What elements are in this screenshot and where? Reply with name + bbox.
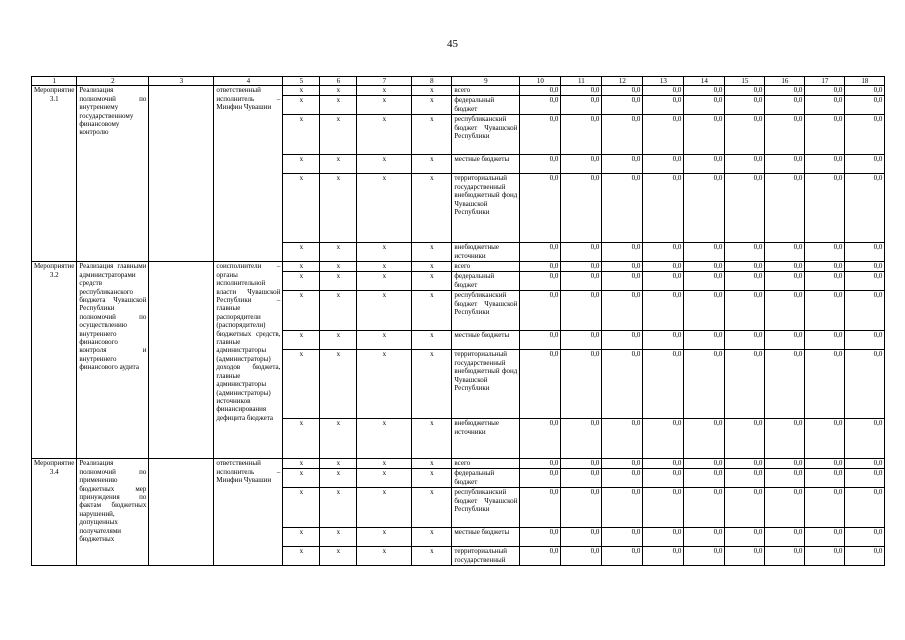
funding-source: местные бюджеты — [452, 155, 520, 174]
amount-value: 0,0 — [602, 291, 643, 331]
code-mark: х — [320, 174, 357, 243]
column-number: 14 — [684, 77, 725, 86]
amount-value: 0,0 — [725, 243, 765, 262]
code-mark: х — [357, 115, 412, 155]
code-mark: х — [357, 547, 412, 566]
amount-value: 0,0 — [684, 331, 725, 350]
column-number: 13 — [643, 77, 684, 86]
amount-value: 0,0 — [602, 272, 643, 291]
amount-value: 0,0 — [684, 488, 725, 528]
code-mark: х — [357, 459, 412, 469]
amount-value: 0,0 — [725, 469, 765, 488]
amount-value: 0,0 — [561, 547, 602, 566]
code-mark: х — [357, 86, 412, 96]
code-mark: х — [320, 272, 357, 291]
code-mark: х — [357, 488, 412, 528]
code-mark: х — [320, 331, 357, 350]
code-mark: х — [412, 86, 452, 96]
code-mark: х — [412, 174, 452, 243]
amount-value: 0,0 — [561, 262, 602, 272]
amount-value: 0,0 — [561, 459, 602, 469]
column-number: 15 — [725, 77, 765, 86]
amount-value: 0,0 — [765, 272, 805, 291]
funding-source: местные бюджеты — [452, 528, 520, 547]
amount-value: 0,0 — [765, 469, 805, 488]
code-mark: х — [412, 272, 452, 291]
amount-value: 0,0 — [805, 331, 845, 350]
amount-value: 0,0 — [725, 547, 765, 566]
amount-value: 0,0 — [765, 291, 805, 331]
amount-value: 0,0 — [561, 243, 602, 262]
amount-value: 0,0 — [805, 547, 845, 566]
amount-value: 0,0 — [684, 174, 725, 243]
amount-value: 0,0 — [643, 155, 684, 174]
code-mark: х — [320, 115, 357, 155]
code-mark: х — [412, 459, 452, 469]
funding-source: внебюджетные источники — [452, 243, 520, 262]
code-mark: х — [320, 528, 357, 547]
column-number: 8 — [412, 77, 452, 86]
amount-value: 0,0 — [520, 350, 561, 419]
amount-value: 0,0 — [520, 547, 561, 566]
amount-value: 0,0 — [602, 155, 643, 174]
amount-value: 0,0 — [684, 86, 725, 96]
code-mark: х — [320, 350, 357, 419]
amount-value: 0,0 — [520, 174, 561, 243]
funding-source: внебюджетные источники — [452, 419, 520, 459]
amount-value: 0,0 — [561, 331, 602, 350]
amount-value: 0,0 — [805, 174, 845, 243]
amount-value: 0,0 — [805, 272, 845, 291]
code-mark: х — [412, 331, 452, 350]
amount-value: 0,0 — [643, 86, 684, 96]
amount-value: 0,0 — [643, 547, 684, 566]
funding-source: территориальный государственный внебюджетный фонд Чувашской Республики — [452, 174, 520, 243]
amount-value: 0,0 — [561, 350, 602, 419]
amount-value: 0,0 — [602, 547, 643, 566]
amount-value: 0,0 — [765, 419, 805, 459]
amount-value: 0,0 — [805, 291, 845, 331]
amount-value: 0,0 — [805, 419, 845, 459]
amount-value: 0,0 — [520, 291, 561, 331]
amount-value: 0,0 — [805, 86, 845, 96]
code-mark: х — [283, 350, 320, 419]
amount-value: 0,0 — [602, 86, 643, 96]
amount-value: 0,0 — [725, 174, 765, 243]
header-row — [32, 77, 885, 86]
code-mark: х — [357, 262, 412, 272]
amount-value: 0,0 — [561, 528, 602, 547]
empty-cell — [149, 459, 214, 566]
amount-value: 0,0 — [725, 528, 765, 547]
code-mark: х — [357, 291, 412, 331]
amount-value: 0,0 — [845, 488, 885, 528]
code-mark: х — [357, 272, 412, 291]
funding-source: федеральный бюджет — [452, 96, 520, 115]
amount-value: 0,0 — [520, 331, 561, 350]
amount-value: 0,0 — [684, 547, 725, 566]
amount-value: 0,0 — [520, 272, 561, 291]
amount-value: 0,0 — [845, 174, 885, 243]
code-mark: х — [357, 331, 412, 350]
executor: ответственный исполнитель – Минфин Чувашии — [214, 86, 283, 262]
amount-value: 0,0 — [684, 262, 725, 272]
amount-value: 0,0 — [765, 528, 805, 547]
code-mark: х — [320, 469, 357, 488]
column-number: 5 — [283, 77, 320, 86]
amount-value: 0,0 — [765, 86, 805, 96]
amount-value: 0,0 — [561, 469, 602, 488]
amount-value: 0,0 — [602, 115, 643, 155]
code-mark: х — [412, 115, 452, 155]
code-mark: х — [283, 115, 320, 155]
funding-source: территориальный государственный внебюджетный фонд Чувашской Республики — [452, 350, 520, 419]
amount-value: 0,0 — [602, 469, 643, 488]
amount-value: 0,0 — [845, 291, 885, 331]
amount-value: 0,0 — [643, 243, 684, 262]
code-mark: х — [283, 469, 320, 488]
amount-value: 0,0 — [561, 291, 602, 331]
code-mark: х — [283, 291, 320, 331]
column-number: 9 — [452, 77, 520, 86]
executor: ответственный исполнитель – Минфин Чувашии — [214, 459, 283, 566]
code-mark: х — [412, 488, 452, 528]
code-mark: х — [357, 243, 412, 262]
amount-value: 0,0 — [765, 262, 805, 272]
code-mark: х — [320, 243, 357, 262]
amount-value: 0,0 — [602, 174, 643, 243]
amount-value: 0,0 — [602, 262, 643, 272]
amount-value: 0,0 — [602, 96, 643, 115]
table-row — [32, 459, 885, 469]
amount-value: 0,0 — [725, 331, 765, 350]
column-number: 18 — [845, 77, 885, 86]
amount-value: 0,0 — [684, 96, 725, 115]
empty-cell — [149, 86, 214, 262]
amount-value: 0,0 — [643, 469, 684, 488]
amount-value: 0,0 — [643, 331, 684, 350]
code-mark: х — [412, 291, 452, 331]
amount-value: 0,0 — [845, 96, 885, 115]
amount-value: 0,0 — [845, 155, 885, 174]
amount-value: 0,0 — [765, 243, 805, 262]
amount-value: 0,0 — [725, 262, 765, 272]
amount-value: 0,0 — [845, 86, 885, 96]
column-number: 4 — [214, 77, 283, 86]
amount-value: 0,0 — [845, 243, 885, 262]
amount-value: 0,0 — [520, 115, 561, 155]
code-mark: х — [283, 96, 320, 115]
code-mark: х — [320, 86, 357, 96]
amount-value: 0,0 — [561, 155, 602, 174]
amount-value: 0,0 — [561, 96, 602, 115]
amount-value: 0,0 — [602, 528, 643, 547]
funding-source: всего — [452, 459, 520, 469]
measure-code: Мероприятие 3.1 — [32, 86, 77, 262]
amount-value: 0,0 — [805, 469, 845, 488]
amount-value: 0,0 — [643, 350, 684, 419]
amount-value: 0,0 — [765, 459, 805, 469]
code-mark: х — [357, 155, 412, 174]
amount-value: 0,0 — [845, 528, 885, 547]
amount-value: 0,0 — [602, 419, 643, 459]
amount-value: 0,0 — [561, 272, 602, 291]
page-number: 45 — [447, 38, 458, 50]
amount-value: 0,0 — [602, 459, 643, 469]
code-mark: х — [412, 262, 452, 272]
code-mark: х — [320, 459, 357, 469]
funding-source: федеральный бюджет — [452, 272, 520, 291]
column-number: 17 — [805, 77, 845, 86]
amount-value: 0,0 — [643, 115, 684, 155]
amount-value: 0,0 — [684, 528, 725, 547]
column-number: 6 — [320, 77, 357, 86]
amount-value: 0,0 — [520, 528, 561, 547]
amount-value: 0,0 — [684, 243, 725, 262]
amount-value: 0,0 — [643, 272, 684, 291]
amount-value: 0,0 — [684, 272, 725, 291]
amount-value: 0,0 — [684, 350, 725, 419]
funding-source: всего — [452, 262, 520, 272]
funding-source: федеральный бюджет — [452, 469, 520, 488]
amount-value: 0,0 — [520, 155, 561, 174]
code-mark: х — [283, 547, 320, 566]
amount-value: 0,0 — [805, 350, 845, 419]
amount-value: 0,0 — [725, 419, 765, 459]
amount-value: 0,0 — [520, 419, 561, 459]
amount-value: 0,0 — [684, 155, 725, 174]
amount-value: 0,0 — [520, 243, 561, 262]
code-mark: х — [320, 291, 357, 331]
funding-source: территориальный государственный — [452, 547, 520, 566]
code-mark: х — [357, 350, 412, 419]
measure-name: Реализация главными администраторами средств республиканского бюджета Чувашской Республики полномочий по осуществлению внутреннего финансового контроля и внутреннего финансового аудита — [77, 262, 149, 459]
amount-value: 0,0 — [765, 488, 805, 528]
amount-value: 0,0 — [805, 243, 845, 262]
amount-value: 0,0 — [845, 115, 885, 155]
code-mark: х — [283, 86, 320, 96]
code-mark: х — [412, 243, 452, 262]
amount-value: 0,0 — [561, 174, 602, 243]
amount-value: 0,0 — [805, 155, 845, 174]
column-number: 10 — [520, 77, 561, 86]
funding-source: местные бюджеты — [452, 331, 520, 350]
amount-value: 0,0 — [845, 459, 885, 469]
code-mark: х — [357, 174, 412, 243]
table-row — [32, 262, 885, 272]
code-mark: х — [283, 262, 320, 272]
amount-value: 0,0 — [643, 291, 684, 331]
amount-value: 0,0 — [725, 488, 765, 528]
code-mark: х — [320, 547, 357, 566]
amount-value: 0,0 — [602, 488, 643, 528]
column-number: 7 — [357, 77, 412, 86]
measure-code: Мероприятие 3.4 — [32, 459, 77, 566]
amount-value: 0,0 — [602, 331, 643, 350]
code-mark: х — [283, 419, 320, 459]
funding-source: республиканский бюджет Чувашской Республики — [452, 115, 520, 155]
amount-value: 0,0 — [805, 488, 845, 528]
amount-value: 0,0 — [725, 115, 765, 155]
amount-value: 0,0 — [643, 419, 684, 459]
amount-value: 0,0 — [684, 419, 725, 459]
code-mark: х — [283, 155, 320, 174]
code-mark: х — [320, 419, 357, 459]
amount-value: 0,0 — [765, 96, 805, 115]
code-mark: х — [283, 459, 320, 469]
code-mark: х — [412, 96, 452, 115]
amount-value: 0,0 — [845, 350, 885, 419]
amount-value: 0,0 — [684, 469, 725, 488]
amount-value: 0,0 — [765, 155, 805, 174]
code-mark: х — [283, 528, 320, 547]
amount-value: 0,0 — [805, 459, 845, 469]
amount-value: 0,0 — [765, 174, 805, 243]
amount-value: 0,0 — [845, 262, 885, 272]
funding-source: всего — [452, 86, 520, 96]
code-mark: х — [283, 243, 320, 262]
code-mark: х — [320, 488, 357, 528]
amount-value: 0,0 — [725, 291, 765, 331]
code-mark: х — [283, 488, 320, 528]
amount-value: 0,0 — [725, 86, 765, 96]
amount-value: 0,0 — [765, 547, 805, 566]
amount-value: 0,0 — [643, 488, 684, 528]
code-mark: х — [412, 419, 452, 459]
column-number: 16 — [765, 77, 805, 86]
code-mark: х — [357, 528, 412, 547]
column-number: 2 — [77, 77, 149, 86]
code-mark: х — [412, 469, 452, 488]
amount-value: 0,0 — [643, 96, 684, 115]
code-mark: х — [412, 547, 452, 566]
code-mark: х — [412, 528, 452, 547]
amount-value: 0,0 — [845, 272, 885, 291]
amount-value: 0,0 — [845, 547, 885, 566]
code-mark: х — [320, 262, 357, 272]
amount-value: 0,0 — [725, 350, 765, 419]
measure-code: Мероприятие 3.2 — [32, 262, 77, 459]
column-number: 3 — [149, 77, 214, 86]
amount-value: 0,0 — [845, 419, 885, 459]
amount-value: 0,0 — [845, 469, 885, 488]
code-mark: х — [320, 155, 357, 174]
amount-value: 0,0 — [643, 528, 684, 547]
executor: соисполнители – органы исполнительной власти Чувашской Республики – главные распорядители (распорядители) бюджетных средств, главные администраторы (администраторы) доходов бюджета, главные администраторы (администраторы) источников финансирования дефицита бюджета — [214, 262, 283, 459]
amount-value: 0,0 — [520, 262, 561, 272]
table-row — [32, 86, 885, 96]
amount-value: 0,0 — [520, 488, 561, 528]
amount-value: 0,0 — [805, 528, 845, 547]
amount-value: 0,0 — [805, 96, 845, 115]
amount-value: 0,0 — [643, 262, 684, 272]
funding-source: республиканский бюджет Чувашской Республики — [452, 488, 520, 528]
amount-value: 0,0 — [602, 243, 643, 262]
amount-value: 0,0 — [684, 115, 725, 155]
amount-value: 0,0 — [845, 331, 885, 350]
code-mark: х — [320, 96, 357, 115]
code-mark: х — [283, 174, 320, 243]
code-mark: х — [412, 350, 452, 419]
amount-value: 0,0 — [765, 115, 805, 155]
funding-source: республиканский бюджет Чувашской Республики — [452, 291, 520, 331]
amount-value: 0,0 — [805, 115, 845, 155]
measure-name: Реализация полномочий по применению бюджетных мер принуждения по фактам бюджетных нарушений, допущенных получателями бюджетных — [77, 459, 149, 566]
amount-value: 0,0 — [561, 115, 602, 155]
amount-value: 0,0 — [520, 459, 561, 469]
column-number: 1 — [32, 77, 77, 86]
amount-value: 0,0 — [684, 459, 725, 469]
code-mark: х — [412, 155, 452, 174]
amount-value: 0,0 — [725, 155, 765, 174]
budget-table — [31, 76, 885, 566]
code-mark: х — [283, 331, 320, 350]
empty-cell — [149, 262, 214, 459]
amount-value: 0,0 — [725, 96, 765, 115]
amount-value: 0,0 — [602, 350, 643, 419]
amount-value: 0,0 — [520, 86, 561, 96]
amount-value: 0,0 — [561, 86, 602, 96]
column-number: 12 — [602, 77, 643, 86]
amount-value: 0,0 — [643, 174, 684, 243]
amount-value: 0,0 — [765, 331, 805, 350]
code-mark: х — [357, 419, 412, 459]
amount-value: 0,0 — [725, 272, 765, 291]
amount-value: 0,0 — [684, 291, 725, 331]
amount-value: 0,0 — [725, 459, 765, 469]
code-mark: х — [357, 96, 412, 115]
amount-value: 0,0 — [520, 469, 561, 488]
amount-value: 0,0 — [561, 488, 602, 528]
measure-name: Реализация полномочий по внутреннему государственному финансовому контролю — [77, 86, 149, 262]
column-number: 11 — [561, 77, 602, 86]
code-mark: х — [283, 272, 320, 291]
amount-value: 0,0 — [643, 459, 684, 469]
code-mark: х — [357, 469, 412, 488]
amount-value: 0,0 — [561, 419, 602, 459]
amount-value: 0,0 — [805, 262, 845, 272]
amount-value: 0,0 — [765, 350, 805, 419]
amount-value: 0,0 — [520, 96, 561, 115]
